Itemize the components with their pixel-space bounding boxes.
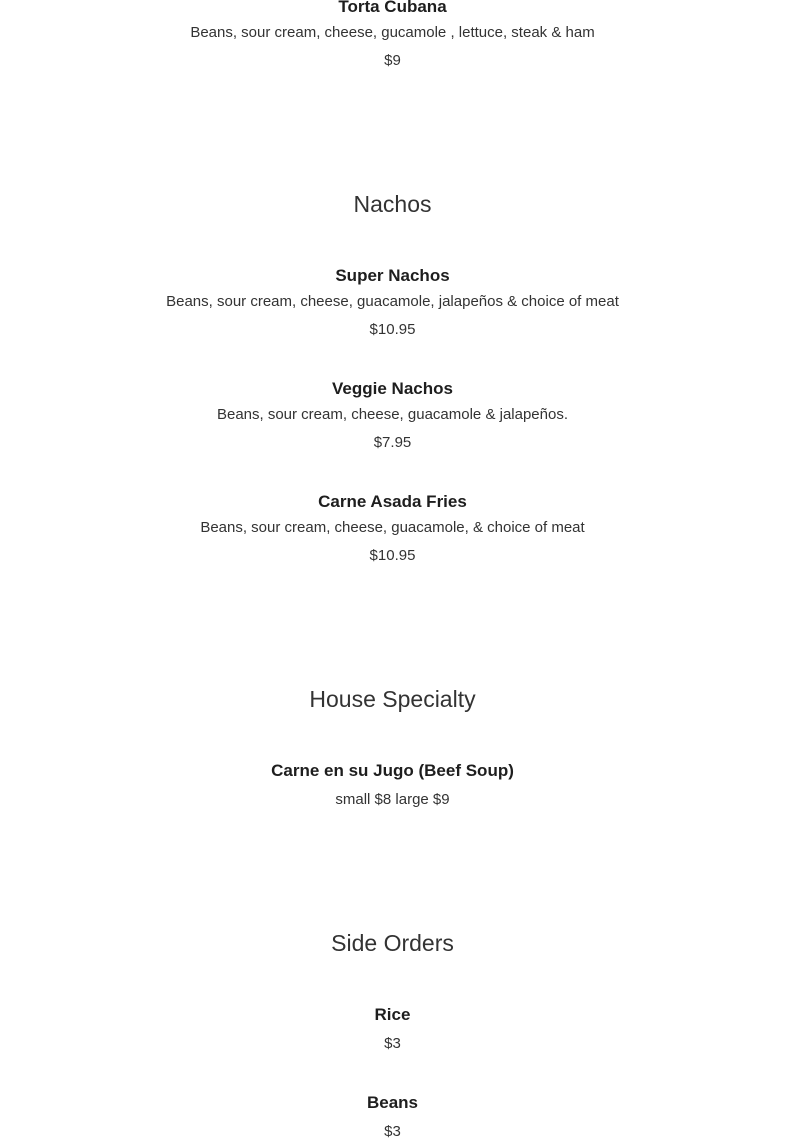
menu-item-description: Beans, sour cream, cheese, gucamole , lettuce, steak & ham [190, 24, 595, 41]
menu-item-price: $3 [384, 1123, 401, 1140]
section-title-nachos: Nachos [353, 191, 432, 217]
menu-item-description: Beans, sour cream, cheese, guacamole, jalapeños & choice of meat [166, 293, 619, 310]
menu-item-name: Rice [374, 1005, 411, 1024]
menu-item-name: Torta Cubana [338, 0, 447, 16]
menu-item-price: $10.95 [369, 321, 416, 338]
menu-item-price: $10.95 [369, 547, 416, 564]
menu-item-description: Beans, sour cream, cheese, guacamole, & choice of meat [200, 519, 585, 536]
menu-item-name: Carne en su Jugo (Beef Soup) [271, 761, 514, 780]
menu-item-name: Super Nachos [335, 266, 450, 285]
menu-item-price: $7.95 [373, 434, 412, 451]
menu-item-description: Beans, sour cream, cheese, guacamole & jalapeños. [216, 406, 569, 423]
menu-item-name: Beans [366, 1093, 419, 1112]
section-title-house-specialty: House Specialty [309, 686, 476, 712]
menu-item-price: $3 [384, 1035, 401, 1052]
menu-item-name: Carne Asada Fries [318, 492, 467, 511]
section-title-side-orders: Side Orders [331, 930, 454, 956]
menu-item-price: $9 [384, 52, 401, 69]
menu-item-name: Veggie Nachos [332, 379, 453, 398]
menu-item-price: small $8 large $9 [335, 791, 450, 808]
